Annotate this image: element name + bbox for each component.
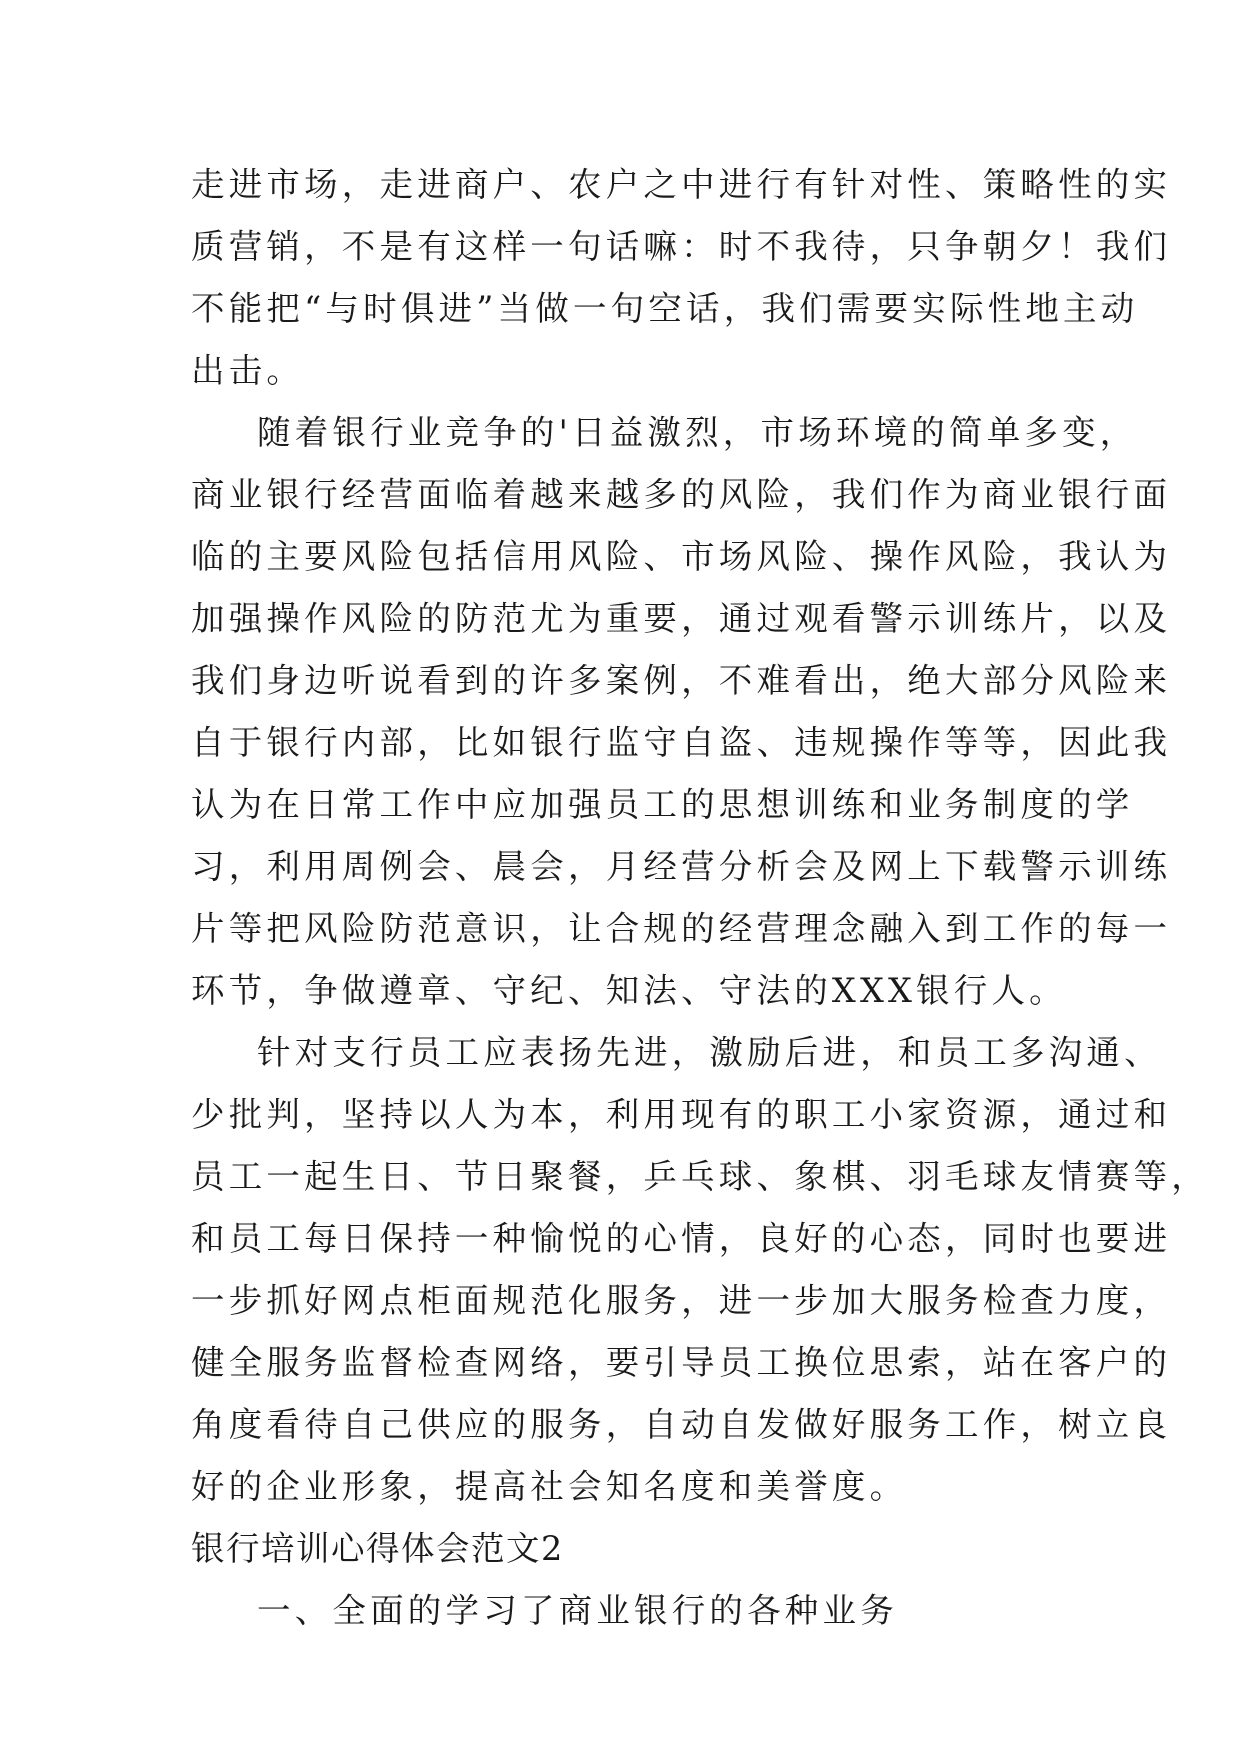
paragraph-line: 和员工每日保持一种愉悦的心情，良好的心态，同时也要进 <box>191 1219 1172 1258</box>
section-heading: 银行培训心得体会范文2 <box>191 1529 564 1568</box>
paragraph-line: 认为在日常工作中应加强员工的思想训练和业务制度的学 <box>191 785 1134 824</box>
paragraph-line: 随着银行业竞争的'日益激烈，市场环境的简单多变， <box>257 413 1138 452</box>
paragraph-line: 一步抓好网点柜面规范化服务，进一步加大服务检查力度， <box>191 1281 1172 1320</box>
paragraph-line: 加强操作风险的防范尤为重要，通过观看警示训练片，以及 <box>191 599 1172 638</box>
paragraph-line: 习，利用周例会、晨会，月经营分析会及网上下载警示训练 <box>191 847 1172 886</box>
paragraph-line: 健全服务监督检查网络，要引导员工换位思索，站在客户的 <box>191 1343 1172 1382</box>
document-body <box>191 154 1209 1642</box>
paragraph-line: 质营销，不是有这样一句话嘛：时不我待，只争朝夕！我们 <box>191 227 1172 266</box>
paragraph-line: 环节，争做遵章、守纪、知法、守法的XXX银行人。 <box>191 971 1067 1010</box>
paragraph-line: 员工一起生日、节日聚餐，乒乓球、象棋、羽毛球友情赛等， <box>191 1157 1209 1196</box>
paragraph-line: 出击。 <box>191 351 305 390</box>
subsection-heading: 一、全面的学习了商业银行的各种业务 <box>257 1591 898 1630</box>
paragraph-line: 我们身边听说看到的许多案例，不难看出，绝大部分风险来 <box>191 661 1172 700</box>
paragraph-line: 商业银行经营面临着越来越多的风险，我们作为商业银行面 <box>191 475 1172 514</box>
paragraph-line: 针对支行员工应表扬先进，激励后进，和员工多沟通、 <box>257 1033 1162 1072</box>
paragraph-line: 自于银行内部，比如银行监守自盗、违规操作等等，因此我 <box>191 723 1172 762</box>
paragraph-line: 角度看待自己供应的服务，自动自发做好服务工作，树立良 <box>191 1405 1172 1444</box>
paragraph-line: 不能把“与时俱进”当做一句空话，我们需要实际性地主动 <box>191 289 1139 328</box>
paragraph-line: 好的企业形象，提高社会知名度和美誉度。 <box>191 1467 908 1506</box>
paragraph-line: 走进市场，走进商户、农户之中进行有针对性、策略性的实 <box>191 165 1172 204</box>
paragraph-line: 临的主要风险包括信用风险、市场风险、操作风险，我认为 <box>191 537 1172 576</box>
paragraph-line: 少批判，坚持以人为本，利用现有的职工小家资源，通过和 <box>191 1095 1172 1134</box>
paragraph-line: 片等把风险防范意识，让合规的经营理念融入到工作的每一 <box>191 909 1172 948</box>
